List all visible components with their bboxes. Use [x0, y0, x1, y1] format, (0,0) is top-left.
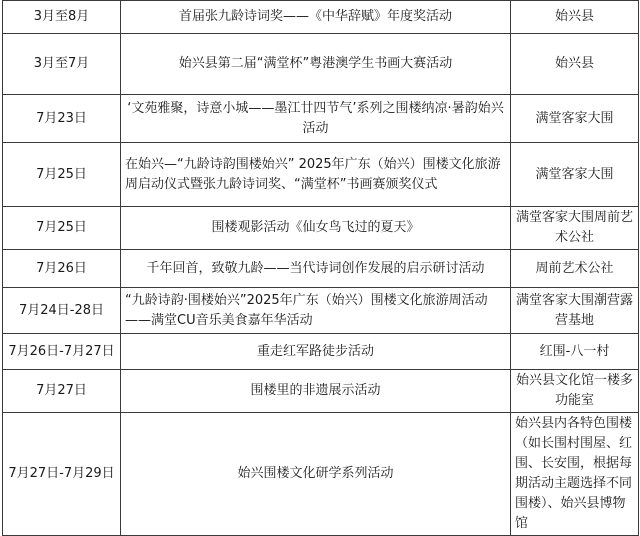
place-cell: 满堂客家大围 [511, 95, 639, 143]
event-cell: 围楼里的非遗展示活动 [121, 370, 511, 413]
place-cell: 满堂客家大围潮营露营基地 [511, 288, 639, 334]
event-cell: 千年回首，致敬九龄——当代诗词创作发展的启示研讨活动 [121, 250, 511, 288]
place-cell: 始兴县 [511, 34, 639, 95]
table-row [3, 413, 639, 536]
table-row [3, 95, 639, 143]
date-cell: 7月25日 [3, 207, 121, 250]
event-cell: 重走红军路徒步活动 [121, 334, 511, 370]
place-cell: 周前艺术公社 [511, 250, 639, 288]
place-cell: 满堂客家大围 [511, 143, 639, 207]
event-cell: ‘文苑雅聚，诗意小城——墨江廿四节气’系列之围楼纳凉·暑韵始兴活动 [121, 95, 511, 143]
date-cell: 3月至7月 [3, 34, 121, 95]
table-row [3, 34, 639, 95]
table-row [3, 1, 639, 34]
date-cell: 7月26日-7月27日 [3, 334, 121, 370]
date-cell: 7月23日 [3, 95, 121, 143]
date-cell: 7月26日 [3, 250, 121, 288]
event-cell: “九龄诗韵·围楼始兴”2025年广东（始兴）围楼文化旅游周活动——满堂CU音乐美食嘉年华活动 [121, 288, 511, 334]
event-cell: 首届张九龄诗词奖——《中华辞赋》年度奖活动 [121, 1, 511, 34]
table-row [3, 250, 639, 288]
table-row [3, 288, 639, 334]
date-cell: 3月至8月 [3, 1, 121, 34]
place-cell: 始兴县 [511, 1, 639, 34]
place-cell: 满堂客家大围周前艺术公社 [511, 207, 639, 250]
place-cell: 始兴县内各特色围楼（如长围村围屋、红围、长安围，根据每期活动主题选择不同围楼）、始兴县博物馆 [511, 413, 639, 536]
date-cell: 7月27日-7月29日 [3, 413, 121, 536]
date-cell: 7月24日-28日 [3, 288, 121, 334]
event-cell: 围楼观影活动《仙女鸟飞过的夏天》 [121, 207, 511, 250]
events-table [2, 0, 639, 536]
date-cell: 7月27日 [3, 370, 121, 413]
table-row [3, 334, 639, 370]
event-cell: 始兴围楼文化研学系列活动 [121, 413, 511, 536]
date-cell: 7月25日 [3, 143, 121, 207]
event-cell: 始兴县第二届“满堂杯”粤港澳学生书画大赛活动 [121, 34, 511, 95]
event-cell: 在始兴—“九龄诗韵围楼始兴” 2025年广东（始兴）围楼文化旅游周启动仪式暨张九龄诗词奖、“满堂杯”书画赛颁奖仪式 [121, 143, 511, 207]
place-cell: 红围-八一村 [511, 334, 639, 370]
table-row [3, 143, 639, 207]
table-row [3, 207, 639, 250]
place-cell: 始兴县文化馆一楼多功能室 [511, 370, 639, 413]
table-row [3, 370, 639, 413]
